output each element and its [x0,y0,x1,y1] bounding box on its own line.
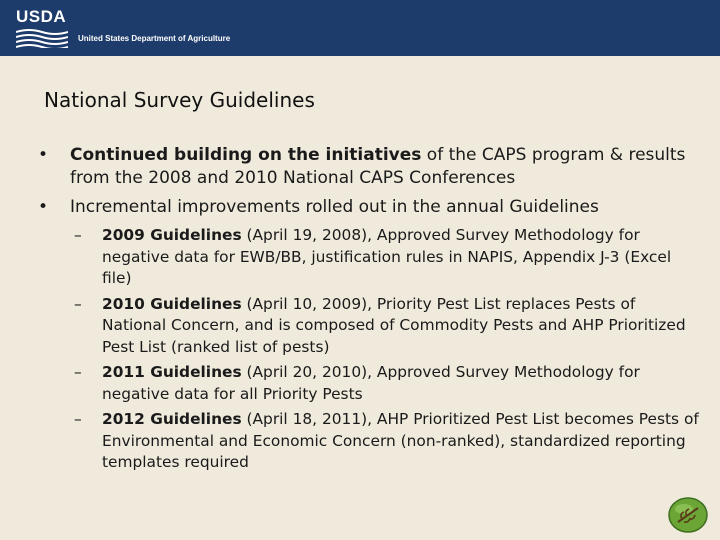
sub-bullet-bold-text: 2012 Guidelines [102,410,242,428]
bullet-bold-text: Continued building on the initiatives [70,145,422,165]
leaf-badge-icon [667,495,709,535]
usda-logo-text: USDA [16,7,67,26]
agency-name: United States Department of Agriculture [78,34,231,43]
bullet-text: Incremental improvements rolled out in the annual Guidelines [70,197,599,217]
sub-bullet-item [74,409,702,474]
sub-bullet-item [74,294,702,359]
bullet-item [30,144,702,190]
dash-marker: – [74,294,82,313]
sub-bullet-text: (April 18, 2011), AHP Prioritized Pest List becomes Pests of Environmental and Economic Concern (non-ranked), standardized reporting templates required [102,410,699,471]
sub-bullet-text: (April 20, 2010), Approved Survey Methodology for negative data for all Priority Pests [102,363,640,403]
sub-bullet-text: (April 10, 2009), Priority Pest List replaces Pests of National Concern, and is composed of Commodity Pests and AHP Prioritized Pest List (ranked list of pests) [102,294,686,356]
dash-marker: – [74,226,82,244]
bullet-marker: • [38,145,49,165]
bullet-text: of the CAPS program & results from the 2008 and 2010 National CAPS Conferences [70,145,686,188]
usda-logo-waves-icon [16,28,68,48]
usda-logo [16,8,68,48]
slide-title: National Survey Guidelines [44,88,315,112]
sub-bullet-item [74,362,702,405]
usda-header-bar [0,0,720,56]
sub-bullet-bold-text: 2010 Guidelines [102,294,242,313]
dash-marker: – [74,410,82,428]
dash-marker: – [74,363,82,381]
bullet-item [30,196,702,219]
bullet-marker: • [38,197,49,217]
slide-content [30,144,702,478]
sub-bullet-bold-text: 2009 Guidelines [102,226,242,244]
sub-bullet-text: (April 19, 2008), Approved Survey Methodology for negative data for EWB/BB, justification rules in NAPIS, Appendix J-3 (Excel file) [102,226,672,287]
sub-bullet-item [74,225,702,290]
sub-bullet-bold-text: 2011 Guidelines [102,363,242,381]
